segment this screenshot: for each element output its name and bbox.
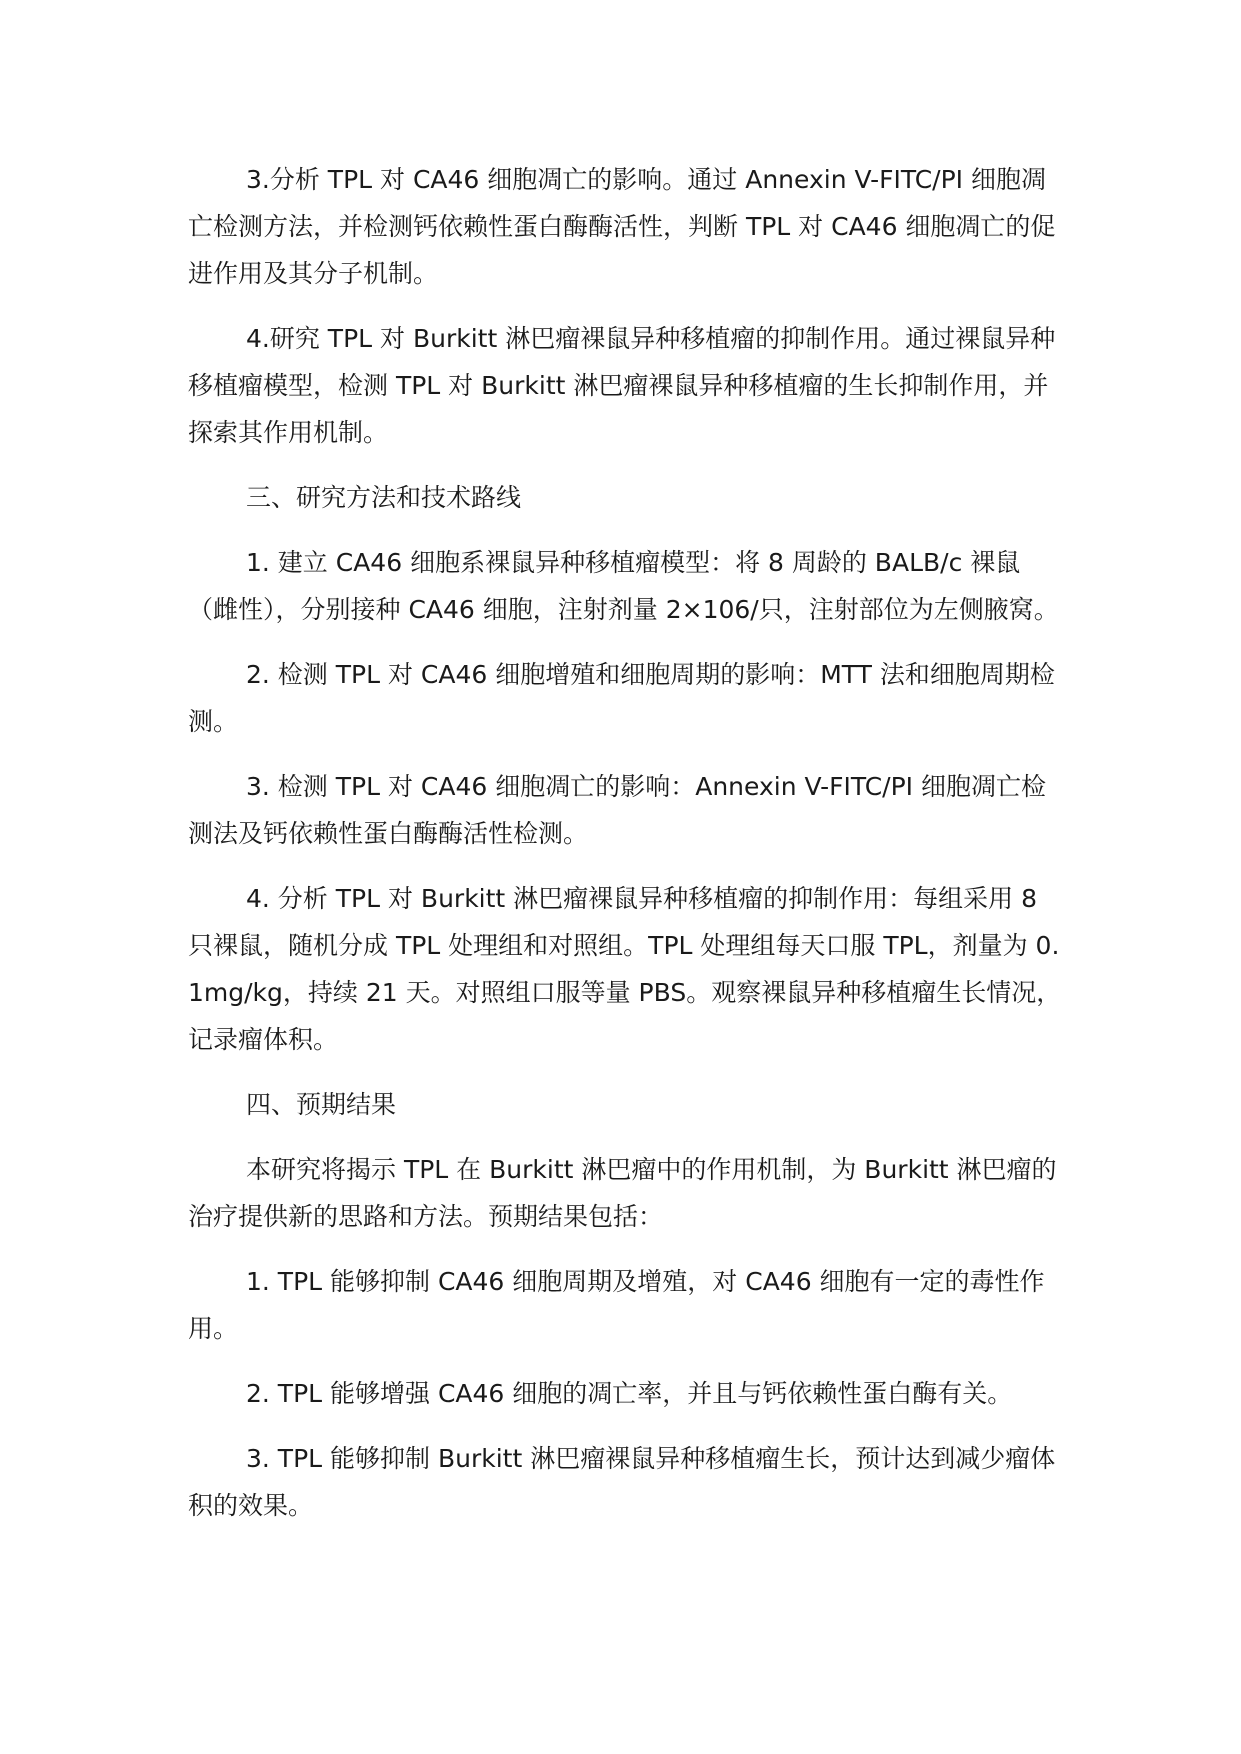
paragraph-method-3: 3. 检测 TPL 对 CA46 细胞凋亡的影响：Annexin V-FITC/PI 细胞凋亡检测法及钙依赖性蛋白酶酶活性检测。 xyxy=(188,772,1046,848)
document-page xyxy=(188,156,1064,1547)
paragraph-result-1: 1. TPL 能够抑制 CA46 细胞周期及增殖，对 CA46 细胞有一定的毒性作用。 xyxy=(188,1267,1045,1343)
paragraph-result-2: 2. TPL 能够增强 CA46 细胞的凋亡率，并且与钙依赖性蛋白酶有关。 xyxy=(246,1379,1013,1408)
paragraph-method-2: 2. 检测 TPL 对 CA46 细胞增殖和细胞周期的影响：MTT 法和细胞周期检测。 xyxy=(188,660,1055,736)
section-heading-expected-results: 四、预期结果 xyxy=(246,1090,397,1119)
section-heading-methods: 三、研究方法和技术路线 xyxy=(246,483,522,512)
paragraph-result-3: 3. TPL 能够抑制 Burkitt 淋巴瘤裸鼠异种移植瘤生长，预计达到减少瘤体积的效果。 xyxy=(188,1444,1056,1520)
paragraph-method-1: 1. 建立 CA46 细胞系裸鼠异种移植瘤模型：将 8 周龄的 BALB/c 裸鼠（雌性），分别接种 CA46 细胞，注射剂量 2×106/只，注射部位为左侧腋窝。 xyxy=(188,548,1059,624)
paragraph-objective-3: 3.分析 TPL 对 CA46 细胞凋亡的影响。通过 Annexin V-FITC/PI 细胞凋亡检测方法，并检测钙依赖性蛋白酶酶活性，判断 TPL 对 CA46 细胞凋亡的促进作用及其分子机制。 xyxy=(188,165,1056,288)
paragraph-results-intro: 本研究将揭示 TPL 在 Burkitt 淋巴瘤中的作用机制，为 Burkitt 淋巴瘤的治疗提供新的思路和方法。预期结果包括： xyxy=(188,1155,1057,1231)
paragraph-method-4: 4. 分析 TPL 对 Burkitt 淋巴瘤裸鼠异种移植瘤的抑制作用：每组采用 8 只裸鼠，随机分成 TPL 处理组和对照组。TPL 处理组每天口服 TPL，剂量为 0.1mg/kg，持续 21 天。对照组口服等量 PBS。观察裸鼠异种移植瘤生长情况，记录瘤体积。 xyxy=(188,884,1062,1054)
paragraph-objective-4: 4.研究 TPL 对 Burkitt 淋巴瘤裸鼠异种移植瘤的抑制作用。通过裸鼠异种移植瘤模型，检测 TPL 对 Burkitt 淋巴瘤裸鼠异种移植瘤的生长抑制作用，并探索其作用机制。 xyxy=(188,324,1056,447)
